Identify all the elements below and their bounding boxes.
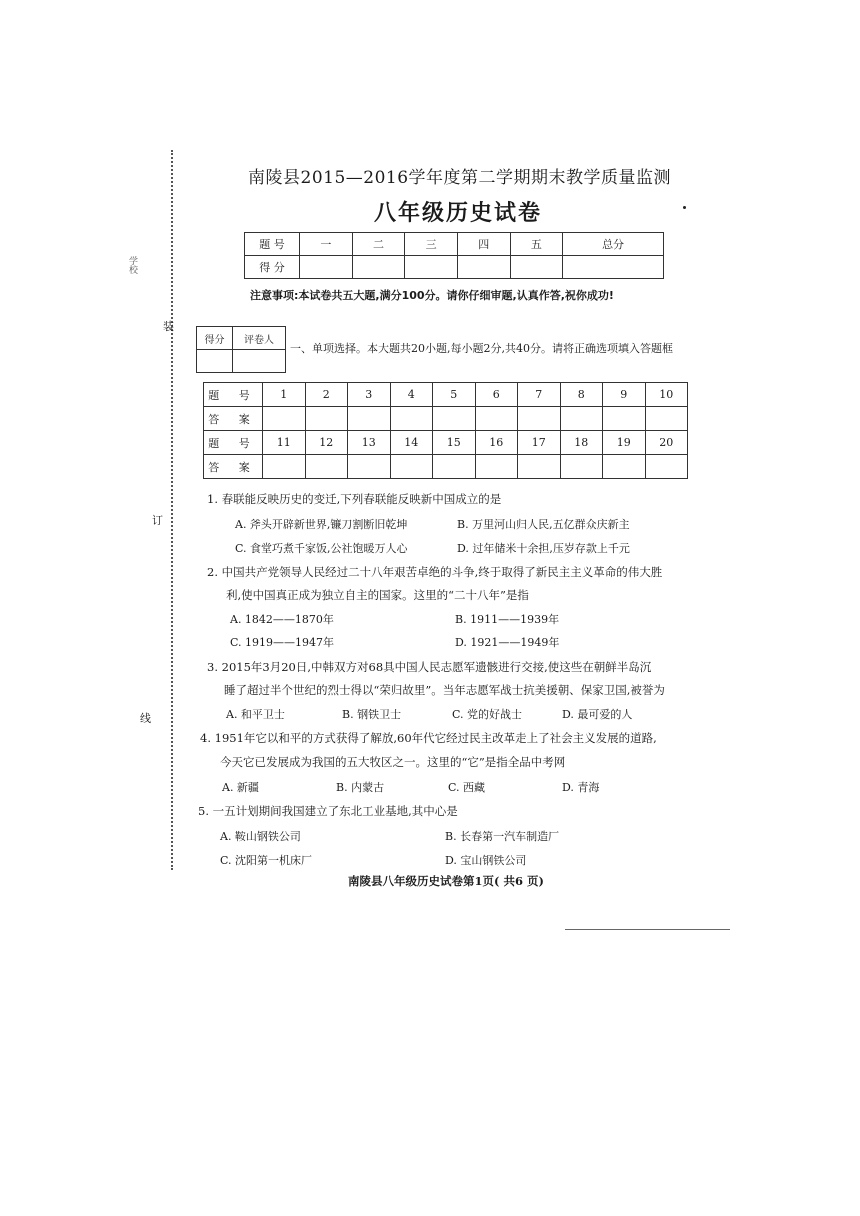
- question-number: 6: [475, 383, 518, 407]
- score-cell: 五: [510, 233, 563, 256]
- answer-row: [204, 407, 688, 431]
- grader-name-input[interactable]: [232, 350, 285, 373]
- grader-score-input[interactable]: [197, 350, 233, 373]
- question-5-option-d: D. 宝山钢铁公司: [445, 854, 527, 867]
- question-1-option-b: B. 万里河山归人民,五亿群众庆新主: [457, 518, 630, 531]
- question-3-option-a: A. 和平卫士: [226, 708, 285, 721]
- answer-table: [203, 382, 688, 479]
- answer-cell[interactable]: [518, 455, 561, 479]
- grader-score-label: 得分: [197, 327, 233, 350]
- answer-number-row: [204, 431, 688, 455]
- question-4-option-b: B. 内蒙古: [336, 781, 385, 794]
- question-2-stem-line1: 2. 中国共产党领导人民经过二十八年艰苦卓绝的斗争,终于取得了新民主主义革命的伟大胜: [207, 565, 663, 579]
- question-2-option-d: D. 1921——1949年: [455, 636, 560, 649]
- question-number: 14: [390, 431, 433, 455]
- answer-number-row: [204, 383, 688, 407]
- answer-cell[interactable]: [518, 407, 561, 431]
- score-cell: 题 号: [245, 233, 300, 256]
- question-1-option-c: C. 食堂巧煮千家饭,公社饱暖万人心: [235, 542, 408, 555]
- answer-cell[interactable]: [305, 407, 348, 431]
- question-2-option-c: C. 1919——1947年: [230, 636, 335, 649]
- score-input-cell[interactable]: [510, 256, 563, 279]
- answer-row: [204, 455, 688, 479]
- answer-cell[interactable]: [263, 455, 306, 479]
- score-label-cell: 得 分: [245, 256, 300, 279]
- score-input-cell[interactable]: [352, 256, 405, 279]
- margin-side-text: 学校: [127, 256, 137, 274]
- exam-notice: 注意事项:本试卷共五大题,满分100分。请你仔细审题,认真作答,祝你成功!: [250, 289, 614, 302]
- question-number: 10: [645, 383, 688, 407]
- score-table: [244, 232, 664, 279]
- question-number: 19: [603, 431, 646, 455]
- answer-cell[interactable]: [560, 455, 603, 479]
- exam-subtitle: 八年级历史试卷: [374, 201, 543, 226]
- question-5-option-a: A. 鞍山钢铁公司: [220, 830, 301, 843]
- answer-cell[interactable]: [390, 407, 433, 431]
- question-1-option-d: D. 过年储米十余担,压岁存款上千元: [457, 542, 630, 555]
- exam-title: 南陵县2015—2016学年度第二学期期末教学质量监测: [248, 168, 672, 188]
- question-number: 2: [305, 383, 348, 407]
- scan-artifact-line: [565, 929, 730, 930]
- margin-ding: 订: [152, 514, 163, 527]
- question-3-option-c: C. 党的好战士: [452, 708, 523, 721]
- answer-cell[interactable]: [645, 407, 688, 431]
- answer-cell[interactable]: [433, 455, 476, 479]
- question-2-option-a: A. 1842——1870年: [230, 613, 334, 626]
- question-number: 3: [348, 383, 391, 407]
- question-number: 8: [560, 383, 603, 407]
- score-cell: 三: [405, 233, 458, 256]
- margin-zhuang: 装: [163, 320, 174, 333]
- answer-cell[interactable]: [475, 455, 518, 479]
- score-cell: 二: [352, 233, 405, 256]
- question-4-option-d: D. 青海: [562, 781, 600, 794]
- question-3-stem-line1: 3. 2015年3月20日,中韩双方对68具中国人民志愿军遗骸进行交接,使这些在朝鲜半岛沉: [207, 660, 652, 674]
- question-number: 11: [263, 431, 306, 455]
- question-number: 16: [475, 431, 518, 455]
- question-2-stem-line2: 利,使中国真正成为独立自主的国家。这里的“二十八年”是指: [226, 588, 529, 602]
- question-number: 20: [645, 431, 688, 455]
- question-number: 12: [305, 431, 348, 455]
- score-input-cell[interactable]: [300, 256, 353, 279]
- question-number: 7: [518, 383, 561, 407]
- answer-cell[interactable]: [305, 455, 348, 479]
- answer-cell[interactable]: [390, 455, 433, 479]
- grader-name-label: 评卷人: [232, 327, 285, 350]
- answer-label: 答 案: [204, 455, 263, 479]
- answer-cell[interactable]: [348, 455, 391, 479]
- number-label: 题 号: [204, 431, 263, 455]
- answer-cell[interactable]: [603, 407, 646, 431]
- question-4-stem-line1: 4. 1951年它以和平的方式获得了解放,60年代它经过民主改革走上了社会主义发展的道路,: [200, 731, 657, 745]
- question-3-stem-line2: 睡了超过半个世纪的烈士得以“荣归故里”。当年志愿军战士抗美援朝、保家卫国,被誉为: [224, 683, 665, 697]
- question-3-option-d: D. 最可爱的人: [562, 708, 633, 721]
- question-number: 5: [433, 383, 476, 407]
- answer-cell[interactable]: [645, 455, 688, 479]
- score-input-cell[interactable]: [563, 256, 664, 279]
- answer-label: 答 案: [204, 407, 263, 431]
- answer-cell[interactable]: [433, 407, 476, 431]
- answer-cell[interactable]: [560, 407, 603, 431]
- question-2-option-b: B. 1911——1939年: [455, 613, 560, 626]
- score-table-header-row: [245, 233, 664, 256]
- question-5-option-b: B. 长春第一汽车制造厂: [445, 830, 560, 843]
- answer-cell[interactable]: [475, 407, 518, 431]
- number-label: 题 号: [204, 383, 263, 407]
- question-4-stem-line2: 今天它已发展成为我国的五大牧区之一。这里的“它”是指全品中考网: [220, 755, 566, 769]
- question-number: 17: [518, 431, 561, 455]
- question-4-option-a: A. 新疆: [222, 781, 259, 794]
- answer-cell[interactable]: [603, 455, 646, 479]
- question-number: 13: [348, 431, 391, 455]
- question-4-option-c: C. 西藏: [448, 781, 486, 794]
- question-3-option-b: B. 钢铁卫士: [342, 708, 402, 721]
- question-number: 4: [390, 383, 433, 407]
- grader-box: [196, 326, 286, 373]
- stray-dot: [683, 206, 686, 209]
- question-number: 9: [603, 383, 646, 407]
- question-number: 1: [263, 383, 306, 407]
- answer-cell[interactable]: [348, 407, 391, 431]
- margin-xian: 线: [140, 712, 151, 725]
- question-number: 15: [433, 431, 476, 455]
- score-table-score-row: [245, 256, 664, 279]
- score-input-cell[interactable]: [405, 256, 458, 279]
- question-5-option-c: C. 沈阳第一机床厂: [220, 854, 313, 867]
- score-cell: 四: [457, 233, 510, 256]
- section1-heading: 一、单项选择。本大题共20小题,每小题2分,共40分。请将正确选项填入答题框: [290, 342, 673, 355]
- question-5-stem: 5. 一五计划期间我国建立了东北工业基地,其中心是: [198, 804, 458, 818]
- page-footer: 南陵县八年级历史试卷第1页( 共6 页): [348, 874, 544, 888]
- answer-cell[interactable]: [263, 407, 306, 431]
- question-1-stem: 1. 春联能反映历史的变迁,下列春联能反映新中国成立的是: [207, 492, 502, 506]
- question-1-option-a: A. 斧头开辟新世界,镰刀割断旧乾坤: [235, 518, 408, 531]
- score-input-cell[interactable]: [457, 256, 510, 279]
- binding-line: [171, 150, 173, 870]
- score-cell: 一: [300, 233, 353, 256]
- score-cell: 总分: [563, 233, 664, 256]
- question-number: 18: [560, 431, 603, 455]
